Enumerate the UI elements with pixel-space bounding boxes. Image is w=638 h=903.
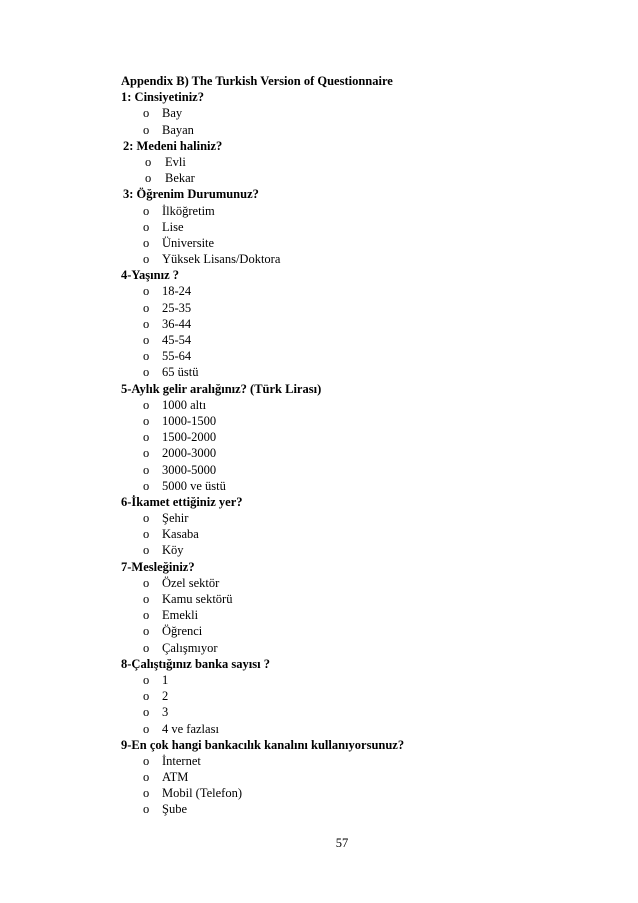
bullet-icon: o: [143, 575, 150, 590]
question-8-option: [121, 704, 581, 720]
bullet-icon: o: [143, 672, 150, 687]
question-5-option: [121, 445, 581, 461]
question-5-option: [121, 429, 581, 445]
option-label: 1000 altı: [162, 397, 207, 412]
question-9-option: [121, 801, 581, 817]
bullet-icon: o: [143, 705, 150, 720]
option-label: Şube: [162, 802, 187, 817]
bullet-icon: o: [143, 624, 150, 639]
bullet-icon: o: [143, 478, 150, 493]
option-label: Emekli: [162, 608, 199, 623]
option-label: 4 ve fazlası: [162, 721, 219, 736]
question-3-label: 3: Öğrenim Durumunuz?: [123, 187, 259, 202]
bullet-icon: o: [143, 397, 150, 412]
bullet-icon: o: [143, 203, 150, 218]
question-6-option: [121, 542, 581, 558]
option-label: Kasaba: [162, 527, 199, 542]
question-4-option: [121, 348, 581, 364]
question-4-option: [121, 364, 581, 380]
option-label: 45-54: [162, 333, 192, 347]
option-label: 65 üstü: [162, 365, 199, 380]
option-label: 3: [162, 705, 169, 720]
bullet-icon: o: [143, 106, 150, 121]
bullet-icon: o: [143, 770, 150, 785]
question-4-option: [121, 283, 581, 299]
option-label: Kamu sektörü: [162, 592, 233, 606]
question-9-label: 9-En çok hangi bankacılık kanalını kullanıyorsunuz?: [121, 737, 405, 752]
bullet-icon: o: [143, 430, 150, 445]
option-label: 1500-2000: [162, 430, 217, 445]
question-6-label: 6-İkamet ettiğiniz yer?: [121, 494, 243, 509]
option-label: Mobil (Telefon): [162, 786, 243, 801]
question-3-option: [121, 251, 581, 267]
question-4-label: 4-Yaşınız ?: [121, 268, 179, 283]
question-3-option: [121, 219, 581, 235]
question-7-option: [121, 575, 581, 591]
option-label: Üniversite: [162, 235, 215, 250]
option-label: Lise: [162, 219, 184, 234]
option-label: Öğrenci: [162, 624, 203, 639]
option-label: Çalışmıyor: [162, 640, 218, 655]
bullet-icon: o: [145, 154, 152, 169]
option-label: Bekar: [165, 171, 195, 186]
bullet-icon: o: [143, 721, 150, 736]
question-5-label: 5-Aylık gelir aralığınız? (Türk Lirası): [121, 381, 322, 396]
question-2-option: [121, 170, 581, 186]
bullet-icon: o: [143, 802, 150, 817]
bullet-icon: o: [143, 753, 150, 768]
question-8-option: [121, 688, 581, 704]
bullet-icon: o: [143, 608, 150, 623]
bullet-icon: o: [143, 413, 150, 428]
question-7-option: [121, 607, 581, 623]
bullet-icon: o: [143, 252, 150, 267]
question-6-option: [121, 510, 581, 526]
option-label: ATM: [162, 770, 189, 785]
bullet-icon: o: [143, 462, 150, 477]
question-3-option: [121, 235, 581, 251]
bullet-icon: o: [143, 640, 150, 655]
option-label: Yüksek Lisans/Doktora: [162, 252, 281, 267]
question-8-label: 8-Çalıştığınız banka sayısı ?: [121, 656, 270, 671]
option-label: 3000-5000: [162, 462, 217, 477]
question-6-option: [121, 526, 581, 542]
question-7-option: [121, 591, 581, 607]
option-label: Şehir: [162, 511, 189, 526]
option-label: 1: [162, 672, 169, 687]
question-5-option: [121, 462, 581, 478]
option-label: 5000 ve üstü: [162, 478, 226, 493]
bullet-icon: o: [143, 365, 150, 380]
option-label: 55-64: [162, 349, 192, 364]
option-label: 2000-3000: [162, 446, 217, 461]
question-8-option: [121, 721, 581, 737]
bullet-icon: o: [143, 527, 150, 542]
bullet-icon: o: [143, 284, 150, 299]
option-label: Özel sektör: [162, 575, 220, 590]
option-label: Bayan: [162, 122, 194, 137]
question-7-option: [121, 623, 581, 639]
bullet-icon: o: [143, 235, 150, 250]
question-7-label: 7-Mesleğiniz?: [121, 559, 195, 574]
option-label: Bay: [162, 106, 183, 121]
question-9-option: [121, 769, 581, 785]
question-7-option: [121, 640, 581, 656]
option-label: İlköğretim: [162, 203, 215, 218]
bullet-icon: o: [143, 543, 150, 558]
bullet-icon: o: [143, 219, 150, 234]
bullet-icon: o: [143, 316, 150, 331]
bullet-icon: o: [143, 786, 150, 801]
bullet-icon: o: [143, 511, 150, 526]
question-1-option: [121, 122, 581, 138]
option-label: 1000-1500: [162, 413, 217, 428]
question-8-option: [121, 672, 581, 688]
bullet-icon: o: [143, 122, 150, 137]
option-label: 18-24: [162, 284, 192, 299]
option-label: 25-35: [162, 300, 192, 315]
question-2-option: [121, 154, 581, 170]
bullet-icon: o: [143, 300, 150, 315]
option-label: Evli: [165, 154, 186, 169]
option-label: Köy: [162, 543, 184, 558]
question-5-option: [121, 397, 581, 413]
bullet-icon: o: [143, 333, 150, 347]
question-5-option: [121, 413, 581, 429]
question-9-option: [121, 753, 581, 769]
option-label: 2: [162, 689, 169, 704]
question-9-option: [121, 785, 581, 801]
bullet-icon: o: [143, 349, 150, 364]
question-1-option: [121, 105, 581, 121]
question-1-label: 1: Cinsiyetiniz?: [121, 90, 204, 105]
question-4-option: [121, 300, 581, 316]
page-number: 57: [335, 836, 349, 850]
question-5-option: [121, 478, 581, 494]
bullet-icon: o: [143, 446, 150, 461]
question-4-option: [121, 332, 581, 348]
bullet-icon: o: [143, 689, 150, 704]
questionnaire-page: [121, 73, 581, 818]
appendix-title: Appendix B) The Turkish Version of Questionnaire: [121, 74, 393, 88]
question-4-option: [121, 316, 581, 332]
option-label: 36-44: [162, 316, 192, 331]
bullet-icon: o: [145, 171, 152, 186]
question-2-label: 2: Medeni haliniz?: [123, 138, 223, 153]
bullet-icon: o: [143, 592, 150, 606]
question-3-option: [121, 203, 581, 219]
option-label: İnternet: [162, 753, 201, 768]
